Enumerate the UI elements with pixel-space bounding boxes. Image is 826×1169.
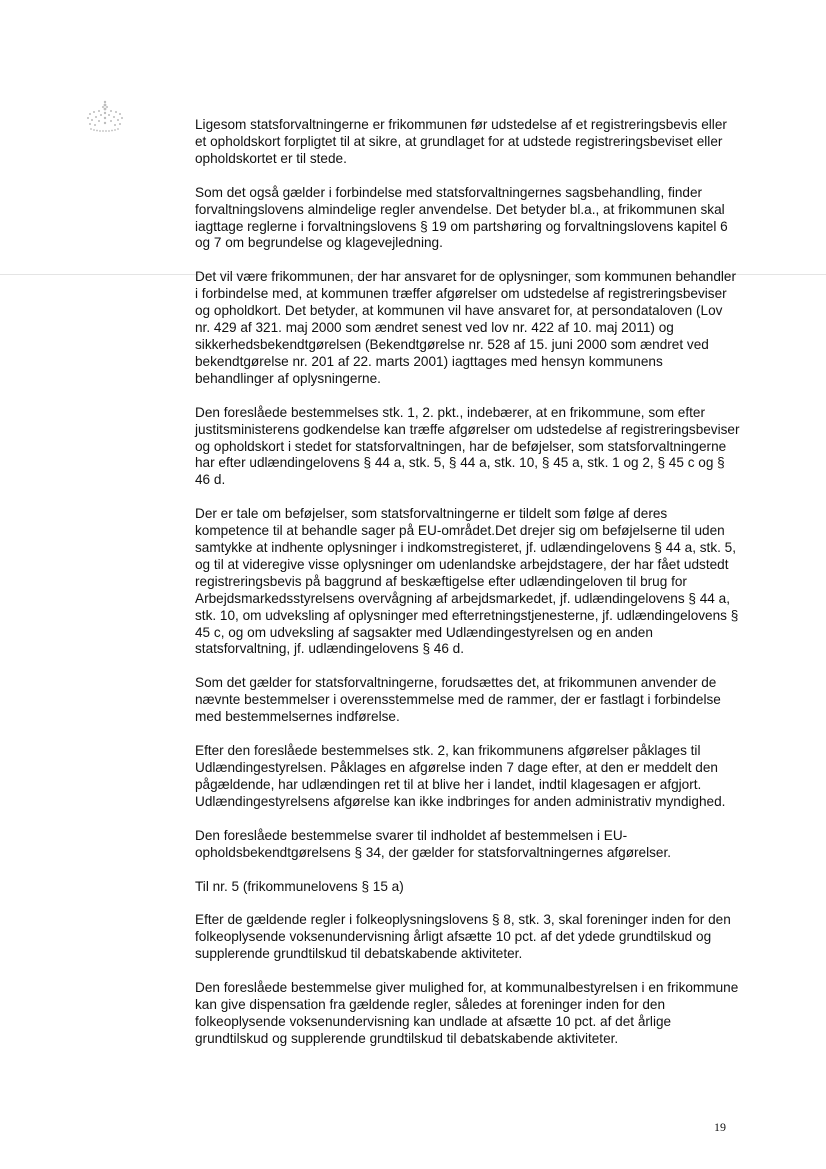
section-heading: Til nr. 5 (frikommunelovens § 15 a) <box>195 878 404 894</box>
paragraph: Det vil være frikommunen, der har ansvaret for de oplysninger, som kommunen behandler i forbindelse med, at kommunen træffer afgørelser om udstedelse af registreringsbeviser og opholdkort. Det betyder, at kommunen vil have ansvaret for, at persondataloven (Lov nr. 429 af 321. maj 2000 som ændret senest ved lov nr. 422 af 10. maj 2011) og sikkerhedsbekendtgørelsen (Bekendtgørelse nr. 528 af 15. juni 2000 som ændret ved bekendtgørelse nr. 201 af 22. marts 2001) iagttages med hensyn kommunens behandlinger af oplysningerne. <box>195 269 736 386</box>
paragraph: Den foreslåede bestemmelse giver mulighed for, at kommunalbestyrelsen i en frikommune kan give dispensation fra gældende regler, således at foreninger inden for den folkeoplysende voksenundervisning kan undlade at afsætte 10 pct. af det årlige grundtilskud og supplerende grundtilskud til debatskabende aktiviteter. <box>195 980 739 1046</box>
paragraph: Der er tale om beføjelser, som statsforvaltningerne er tildelt som følge af deres kompetence til at behandle sager på EU-området.Det drejer sig om beføjelserne til uden samtykke at indhente oplysninger i indkomstregisteret, jf. udlændingelovens § 44 a, stk. 5, og til at videregive visse oplysninger om udenlandske arbejdstagere, der har fået udstedt registreringsbevis på baggrund af beskæftigelse efter udlændingeloven til brug for Arbejdsmarkedsstyrelsens overvågning af arbejdsmarkedet, jf. udlændingelovens § 44 a, stk. 10, om udveksling af oplysninger med efterretningstjenesterne, jf. udlændingelovens § 45 c, og om udveksling af sagsakter med Udlændingestyrelsen og en anden statsforvaltning, jf. udlændingelovens § 46 d. <box>195 506 739 657</box>
paragraph: Efter de gældende regler i folkeoplysningslovens § 8, stk. 3, skal foreninger inden for den folkeoplysende voksenundervisning årligt afsætte 10 pct. af det ydede grundtilskud og supplerende grundtilskud til debatskabende aktiviteter. <box>195 912 731 962</box>
paragraph: Som det også gælder i forbindelse med statsforvaltningernes sagsbehandling, finder forvaltningslovens almindelige regler anvendelse. Det betyder bl.a., at frikommunen skal iagttage reglerne i forvaltningslovens § 19 om partshøring og forvaltningslovens kapitel 6 og 7 om begrundelse og klagevejledning. <box>195 184 728 251</box>
paragraph: Den foreslåede bestemmelse svarer til indholdet af bestemmelsen i EU-opholdsbekendtgørelsens § 34, der gælder for statsforvaltningernes afgørelser. <box>195 827 672 860</box>
document-body <box>195 117 740 1065</box>
paragraph: Efter den foreslåede bestemmelses stk. 2, kan frikommunens afgørelser påklages til Udlændingestyrelsen. Påklages en afgørelse inden 7 dage efter, at den er meddelt den pågældende, har udlændingen ret til at blive her i landet, indtil klagesagen er afgjort. Udlændingestyrelsens afgørelse kan ikke indbringes for anden administrativ myndighed. <box>195 743 726 809</box>
royal-crown-icon <box>84 100 126 134</box>
paragraph: Som det gælder for statsforvaltningerne, forudsættes det, at frikommunen anvender de nævnte bestemmelser i overensstemmelse med de rammer, der er fastlagt i forbindelse med bestemmelsernes indførelse. <box>195 675 721 725</box>
paragraph: Ligesom statsforvaltningerne er frikommunen før udstedelse af et registreringsbevis eller et opholdskort forpligtet til at sikre, at grundlaget for at udstede registreringsbeviset eller opholdskortet er til stede. <box>195 117 727 166</box>
page-number: 19 <box>714 1120 726 1134</box>
paragraph: Den foreslåede bestemmelses stk. 1, 2. pkt., indebærer, at en frikommune, som efter justitsministerens godkendelse kan træffe afgørelser om udstedelse af registreringsbeviser og opholdskort i stedet for statsforvaltningen, har de beføjelser, som statsforvaltningerne har efter udlændingelovens § 44 a, stk. 5, § 44 a, stk. 10, § 45 a, stk. 1 og 2, § 45 c og § 46 d. <box>195 404 740 488</box>
